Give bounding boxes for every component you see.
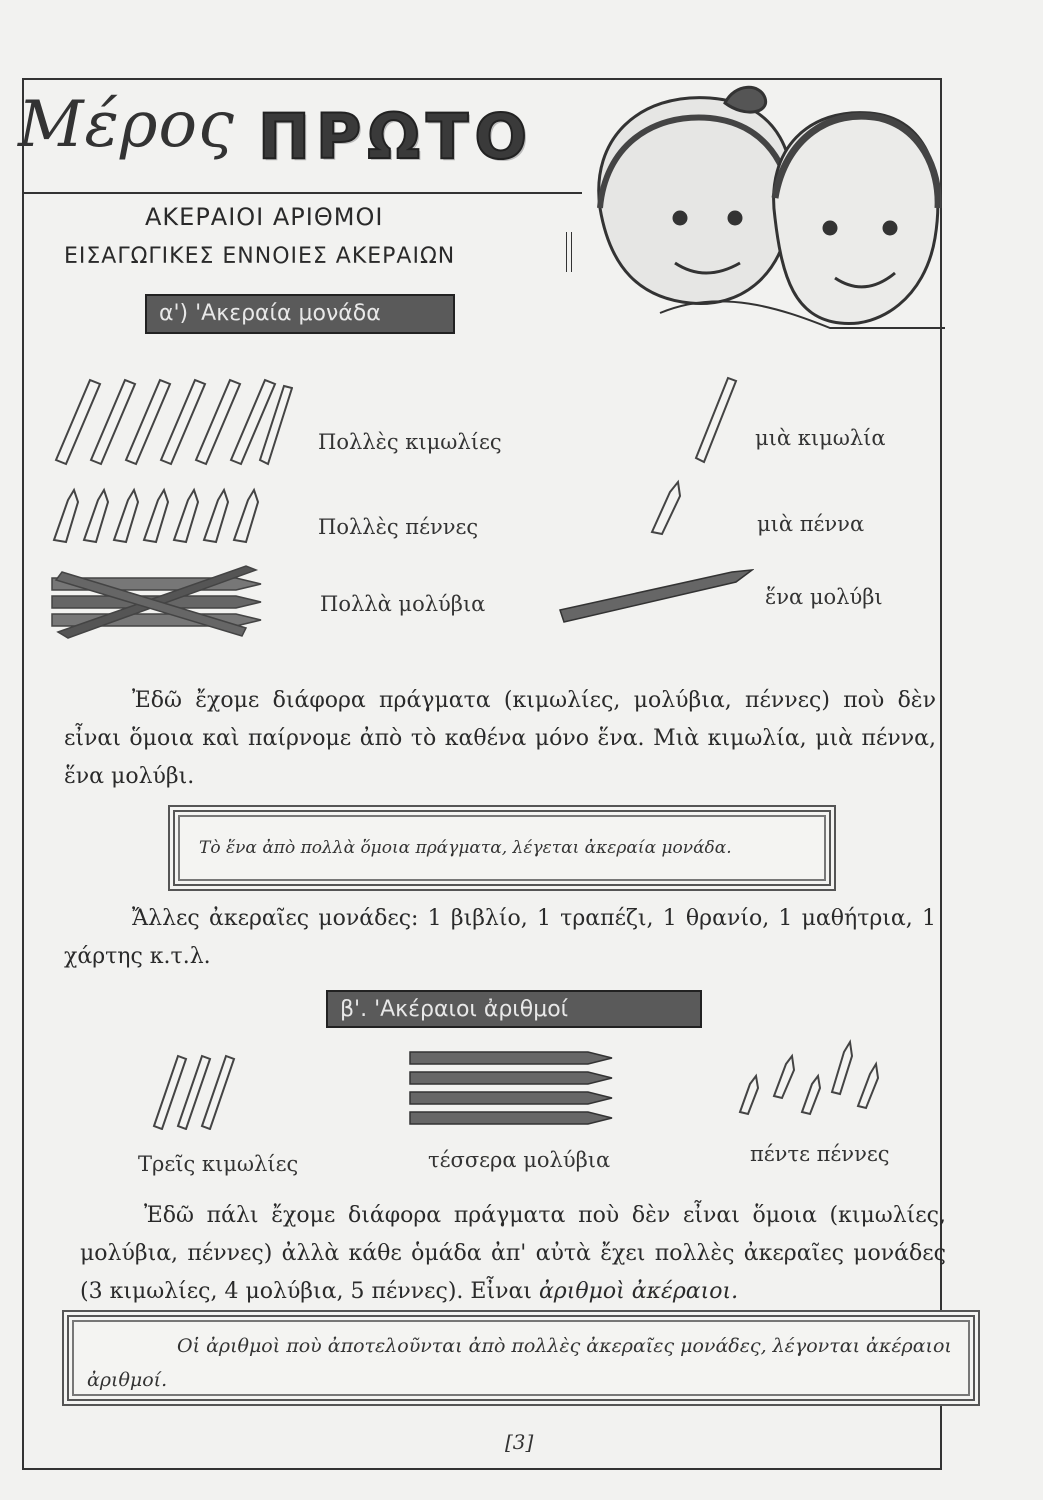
one-pen-illustration	[646, 478, 686, 536]
examples-paragraph: Ἄλλες ἀκεραῖες μονάδες: 1 βιβλίο, 1 τραπέζι, 1 θρανίο, 1 μαθήτρια, 1 χάρτης κ.τ.λ.	[64, 906, 936, 969]
one-pencil-label: ἕνα μολύβι	[765, 585, 883, 609]
page-subtitle: ΕΙΣΑΓΩΓΙΚΕΣ ΕΝΝΟΙΕΣ ΑΚΕΡΑΙΩΝ	[64, 244, 456, 269]
section-a-paragraph: Ἐδῶ ἔχομε διάφορα πράγματα (κιμωλίες, μολύβια, πέννες) ποὺ δὲν εἶναι ὅμοια καὶ παίρνομε ἀπὸ τὸ καθένα μόνο ἕνα. Μιὰ κιμωλία, μιὰ πέννα, ἕνα μολύβι.	[64, 688, 936, 789]
many-chalks-illustration	[48, 374, 293, 466]
proto-heading: ΠΡΩΤΟ	[258, 100, 534, 173]
page-number: [3]	[505, 1430, 534, 1454]
header-rule	[22, 192, 582, 194]
many-pens-illustration	[48, 486, 263, 546]
ornament-lines	[566, 232, 572, 272]
section-b-paragraph-italic: ἀριθμοὶ ἀκέραιοι.	[538, 1279, 739, 1304]
many-pencils-label: Πολλὰ μολύβια	[320, 592, 486, 616]
section-b-paragraph	[80, 1197, 946, 1311]
definition-box-b	[62, 1310, 980, 1406]
definition-a-text: Τὸ ἕνα ἀπὸ πολλὰ ὅμοια πράγματα, λέγεται ἀκεραία μονάδα.	[199, 838, 732, 858]
section-a-banner: α') 'Ακεραία μονάδα	[145, 294, 455, 334]
meros-heading: Μέρος	[18, 88, 235, 162]
one-chalk-illustration	[688, 372, 738, 464]
definition-box-a	[168, 805, 836, 891]
four-pencils-label: τέσσερα μολύβια	[428, 1148, 611, 1172]
four-pencils-illustration	[408, 1048, 616, 1128]
five-pens-illustration	[736, 1036, 886, 1118]
many-chalks-label: Πολλὲς κιμωλίες	[318, 430, 502, 454]
definition-b-text: Οἱ ἀριθμοὶ ποὺ ἀποτελοῦνται ἀπὸ πολλὲς ἀκεραῖες μονάδες, λέγονται ἀκέραιοι ἀριθμοί.	[87, 1335, 952, 1391]
children-illustration	[560, 78, 945, 340]
page-title: ΑΚΕΡΑΙΟΙ ΑΡΙΘΜΟΙ	[145, 203, 384, 231]
section-b-banner: β'. 'Ακέραιοι ἀριθμοί	[326, 990, 702, 1028]
many-pens-label: Πολλὲς πέννες	[318, 515, 479, 539]
three-chalks-illustration	[150, 1052, 238, 1130]
section-b-paragraph-text: Ἐδῶ πάλι ἔχομε διάφορα πράγματα ποὺ δὲν εἶναι ὅμοια (κιμωλίες, μολύβια, πέννες) ἀλλὰ κάθε ὁμάδα ἀπ' αὐτὰ ἔχει πολλὲς ἀκεραῖες μονάδες (3 κιμωλίες, 4 μολύβια, 5 πέννες). Εἶναι	[80, 1203, 946, 1304]
five-pens-label: πέντε πέννες	[750, 1142, 890, 1166]
three-chalks-label: Τρεῖς κιμωλίες	[138, 1152, 299, 1176]
one-pencil-illustration	[556, 566, 754, 626]
one-chalk-label: μιὰ κιμωλία	[755, 426, 886, 450]
one-pen-label: μιὰ πέννα	[757, 512, 865, 536]
many-pencils-illustration	[46, 562, 271, 642]
